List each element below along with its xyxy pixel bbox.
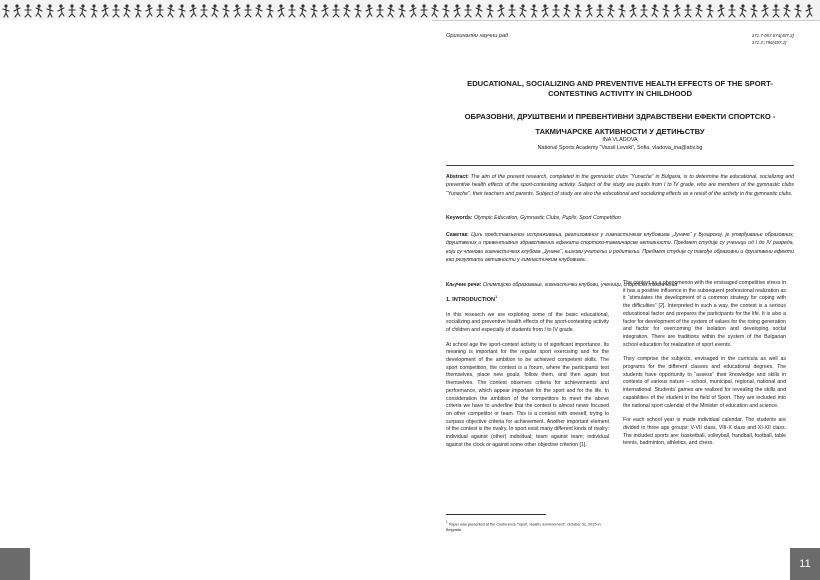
ornament-glyph <box>146 4 152 17</box>
ornament-glyph <box>696 4 702 17</box>
paragraph: In this research we are exploring some of the basic educational, socializing and preventive health effects of the sport-contesting activity of children and especially of students from I to IV grade. <box>446 311 609 333</box>
ornament-glyph <box>630 4 636 17</box>
ornament-glyph <box>751 4 757 17</box>
ornament-glyph <box>454 4 460 17</box>
ornament-glyph <box>179 4 185 17</box>
udc-code-2: 371.3::796(497.2) <box>751 40 787 45</box>
ornament-glyph <box>234 4 240 17</box>
ornament-glyph <box>575 4 581 17</box>
ornament-glyph <box>685 4 691 17</box>
ornament-glyph <box>256 4 262 17</box>
decorative-banner <box>0 0 820 21</box>
ornament-glyph <box>223 4 229 17</box>
ornament-glyph <box>113 4 119 17</box>
ornament-glyph <box>641 4 647 17</box>
ornament-glyph <box>509 4 515 17</box>
ornament-glyph <box>135 4 141 17</box>
ornament-glyph <box>399 4 405 17</box>
ornament-glyph <box>476 4 482 17</box>
paragraph: The contest as a phenomenon with the envisaged competitive stress in it has a positive influence in the subsequent professional realization as it “stimulates the development of a common strategy for coping with the difficulties” [2]. Interpreted in such a way, the contest is a serious educational factor and prepares the participants for the life. It is also a factor for development of the system of values for the rising generation and factor for overcoming the isolation and developing social integration. There are traditions within the system of the Bulgarian school education for realization of sport events. <box>623 280 786 348</box>
keywords <box>446 214 794 222</box>
ornament-glyph <box>443 4 449 17</box>
author-affiliation: National Sports Academy “Vassil Levski”, Sofia, vladova_ina@abv.bg <box>537 145 703 151</box>
footnote-mark: 1 <box>495 295 498 299</box>
left-column <box>446 294 609 457</box>
ornament-glyph <box>355 4 361 17</box>
article-page <box>446 20 794 548</box>
ornament-glyph <box>311 4 317 17</box>
ornament-glyph <box>366 4 372 17</box>
ornament-glyph <box>3 4 9 17</box>
ornament-glyph <box>344 4 350 17</box>
ornament-glyph <box>25 4 31 17</box>
ornament-glyph <box>410 4 416 17</box>
footnote-number: 1 <box>446 520 448 524</box>
ornament-glyph <box>102 4 108 17</box>
ornament-glyph <box>553 4 559 17</box>
section-heading: 1. INTRODUCTION$^1$ <box>446 295 498 303</box>
ornament-glyph <box>740 4 746 17</box>
ornament-glyph <box>674 4 680 17</box>
ornament-glyph <box>58 4 64 17</box>
abstract-label: Abstract: <box>446 174 469 180</box>
ornament-glyph <box>520 4 526 17</box>
ornament-glyph <box>278 4 284 17</box>
title-serbian: ОБРАЗОВНИ, ДРУШТВЕНИ И ПРЕВЕНТИВНИ ЗДРАВСТВЕНИ ЕФЕКТИ СПОРТСКО - ТАКМИЧАРСКЕ АКТИВНОСТИ У ДЕТИЊСТВУ <box>464 112 776 136</box>
ornament-glyph <box>80 4 86 17</box>
ornament-glyph <box>212 4 218 17</box>
sazetak-label: Сажетак: <box>446 232 469 238</box>
author-name: INA VLADOVA <box>602 137 638 143</box>
sazetak-text: Циљ представљеног истраживања, реализованог у гимнастичким клубовима „Јуначе“ у Бугарској, је утврђивање образовних, друштвених и превентивних здравствених ефеката спортско-такмичарске активности. Предмет студије су ученици од I до IV разреда, који су чланови гимнастичких клубова „Јуначе“, њихови учитељи и родитељи. Предмет студије су такође образовни и друштвени ефекти као резултати активности у гимнастичким клубовима. <box>446 232 794 264</box>
ornament-glyph <box>421 4 427 17</box>
ornament-glyph <box>718 4 724 17</box>
ornament-glyph <box>608 4 614 17</box>
ornament-glyph <box>168 4 174 17</box>
ornament-glyph <box>377 4 383 17</box>
ornament-glyph <box>487 4 493 17</box>
ornament-glyph <box>806 4 812 17</box>
ornament-glyph <box>91 4 97 17</box>
kljucne-label: Кључне речи: <box>446 282 482 288</box>
udc-code-1: 371.7-057.874(497.2) <box>751 33 794 38</box>
sazetak <box>446 231 794 265</box>
ornament-glyph <box>36 4 42 17</box>
right-column <box>623 280 786 455</box>
paragraph: They comprise the subjects, envisaged in the curricula as well as programs for the different classes and educational degrees. The students have opportunity to “assess” their knowledge and skills in contests of various nature – school, municipal, regional, national and international. Students’ games are realized for revealing the skills and capabilities of the student in the field of Sport. They are included into the national sport calendar of the Minister of education and science. <box>623 356 786 409</box>
ornament-glyph <box>157 4 163 17</box>
ornament-glyph <box>267 4 273 17</box>
paper-type: Оригинални научни рад <box>446 33 509 39</box>
footnote-text: Paper was presented at the Conference “Sport, Health, Environment”, October 31, 2015 in Belgrade. <box>446 522 601 533</box>
ornament-glyph <box>300 4 306 17</box>
author-block <box>446 136 794 152</box>
ornament-glyph <box>190 4 196 17</box>
ornament-glyph <box>729 4 735 17</box>
ornament-glyph <box>586 4 592 17</box>
ornament-glyph <box>465 4 471 17</box>
ornament-glyph <box>762 4 768 17</box>
ornament-glyph <box>564 4 570 17</box>
ornament-glyph <box>333 4 339 17</box>
kljucne-text: Олимпијско образовање, гимнастички клубови, ученици, спортска такмичења <box>482 282 678 288</box>
ornament-glyph <box>289 4 295 17</box>
left-page-tab <box>0 548 30 580</box>
paragraph: At school age the sport-contest activity is of significant importance. Its meaning is important for the regular sport exercising and for the development of the ambition to be achieved competent skills. The sport competition, the contest is a forum, where the participants test themselves, place new goals, follow them, and then again test themselves. The contest observes criteria for achievements and performance, which appear important for the sport and for the life. In consideration the ambition of the competitors to meet the above criteria we have to underline that the contest is almost never focused on other competitor or team. This is a contest with oneself, trying to surpass objective criteria for achievement. Another important element of the contest is the rivalry. In sport exist many different kinds of rivalry: individual against (other) individual; team against team; individual against the clock or against some other objective criterion [1]. <box>446 341 609 448</box>
ornament-glyph <box>652 4 658 17</box>
page-number: 11 <box>790 548 820 580</box>
ornament-glyph <box>531 4 537 17</box>
header-divider <box>446 165 794 166</box>
footnote <box>446 519 609 533</box>
blank-left-page <box>0 20 432 580</box>
paragraph: For each school year is made individual calendar. The students are divided in three age groups: V-VII class, VIII-X class and XI-XII class. The included sports are: basketball, volleyball, handball, football, table tennis, badminton, athletics, and chess. <box>623 417 786 447</box>
ornament-glyph <box>542 4 548 17</box>
ornament-glyph <box>322 4 328 17</box>
ornament-glyph <box>124 4 130 17</box>
ornament-glyph <box>784 4 790 17</box>
ornament-glyph <box>388 4 394 17</box>
ornament-glyph <box>498 4 504 17</box>
banner-ornament <box>0 0 820 20</box>
ornament-glyph <box>773 4 779 17</box>
keywords-text: Olympic Education, Gymnastic Clubs, Pupils, Sport Competition <box>473 215 621 221</box>
ornament-glyph <box>14 4 20 17</box>
abstract <box>446 173 794 198</box>
keywords-label: Keywords: <box>446 215 473 221</box>
ornament-glyph <box>432 4 438 17</box>
udc-codes <box>752 32 794 46</box>
ornament-glyph <box>795 4 801 17</box>
ornament-glyph <box>201 4 207 17</box>
ornament-glyph <box>597 4 603 17</box>
ornament-glyph <box>619 4 625 17</box>
abstract-text: The aim of the present research, completed in the gymnastic clubs “Yunache” in Bulgaria, is to determine the educational, socializing and preventive health effects of the sport-contesting activity. Subject of the study are pupils from I to IV grade, who are members of the gymnastic clubs “Yunache”, their teachers and parents. Subject of study are also the educational and socializing effects as a result of the activity in the gymnastic clubs. <box>446 174 794 197</box>
ornament-glyph <box>245 4 251 17</box>
footnote-divider <box>446 514 546 515</box>
title-english: EDUCATIONAL, SOCIALIZING AND PREVENTIVE HEALTH EFFECTS OF THE SPORT-CONTESTING ACTIVITY IN CHILDHOOD <box>467 79 773 98</box>
ornament-glyph <box>69 4 75 17</box>
ornament-glyph <box>707 4 713 17</box>
ornament-glyph <box>663 4 669 17</box>
ornament-glyph <box>47 4 53 17</box>
